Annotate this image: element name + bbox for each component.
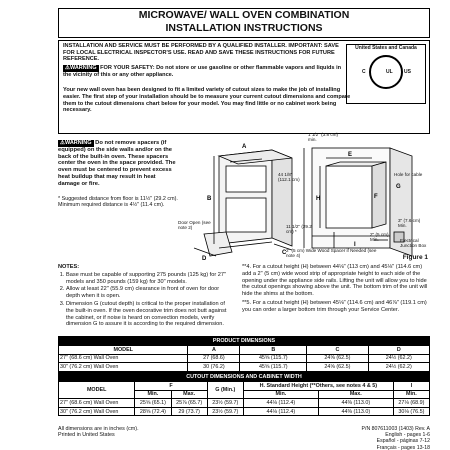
dim-label-f: F [374, 194, 378, 200]
column-header: MODEL [59, 382, 135, 399]
dim-label-b: B [207, 196, 212, 202]
dim-a-label: 1 1/2" (3.8 cm) min. [308, 132, 338, 143]
table-caption: PRODUCT DIMENSIONS [59, 337, 430, 346]
table-row: 27" (68.6 cm) Wall Oven 25⅝ (65.1) 25⅞ (65.7) 23½ (59.7) 44⅛ (112.4) 44⅜ (113.0) 27⅛ (68.9) [59, 399, 430, 408]
dim-label-e: E [348, 152, 353, 158]
dim-label-i: I [354, 242, 356, 248]
column-header: C [307, 346, 368, 355]
footer-part-number: P/N 807611003 (1403) Rev. A English - pages 1-6 Español - páginas 7-12 Français - pages 13-18 [361, 426, 430, 450]
ul-region: United States and Canada [355, 45, 417, 51]
title-line-1: MICROWAVE/ WALL OVEN COMBINATION [138, 9, 350, 21]
oven-cabinet-drawing [174, 128, 430, 263]
side-notes [242, 264, 430, 316]
warning-box [58, 40, 430, 134]
note-item: **4. For a cutout height (H) between 44⅛" (113 cm) and 45⅛" (114.6 cm) add a 2" (5 cm) wide wood strip of appropriate height to each side of the opening under the appliance side rails. Lifting the unit will allow you to hide the cutout openings showing above the unit. The bottom trim of the unit will hide the shims at the bottom. [242, 264, 428, 298]
hole-cable-label: Hole for cable [394, 172, 423, 177]
ul-us-mark: US [404, 69, 411, 75]
column-header: A [188, 346, 240, 355]
dim-label-h: H [316, 196, 321, 202]
spacer-label: 2" (5 cm) Wide Wood Spacer if Needed (see note 4) [286, 248, 377, 259]
door-open-label: Door Open (see note 2) [178, 220, 211, 231]
dim-label-c: C [282, 250, 287, 256]
table-row: 27" (68.6 cm) Wall Oven 27 (68.6) 45⅝ (115.7) 24⅝ (62.5) 24½ (62.2) [59, 354, 430, 363]
cutout-dimensions-table [58, 372, 430, 416]
footer-note: All dimensions are in inches (cm). Printed in United States [58, 426, 139, 439]
column-header: G (Min.) [207, 382, 243, 399]
dim-e-label: 2" (5 cm) Min. [370, 232, 389, 243]
header-warning: INSTALLATION AND SERVICE MUST BE PERFORMED BY A QUALIFIED INSTALLER. IMPORTANT: SAVE FOR LOCAL ELECTRICAL INSPECTOR'S USE. READ AND SAVE THESE INSTRUCTIONS FOR FUTURE REFERENCE. [63, 43, 339, 63]
note-item: 3. Dimension G (cutout depth) is critical to the proper installation of the built-in oven. If the oven decorative trim does not butt against the cabinet, or if noise is heard on convection models, verify dimension G to assure it is according to the required dimension. [66, 301, 233, 328]
note-item: **5. For a cutout height (H) between 45⅛" (114.6 cm) and 46⅞" (119.1 cm) you can order a larger bottom trim through your Service Center. [242, 299, 427, 313]
table-caption: CUTOUT DIMENSIONS AND CABINET WIDTH [59, 373, 430, 382]
dim-d-label: 3" (7.6 cm) Min. [398, 218, 421, 229]
column-header: Min. [243, 390, 318, 399]
note-item: 2. Allow at least 22" (55.9 cm) clearance in front of oven for door depth when it is open. [66, 286, 233, 300]
column-header: H. Standard Height (**Others, see notes 4 & 5) [243, 382, 393, 391]
installation-diagram [174, 128, 430, 263]
ul-mark: UL [386, 69, 393, 75]
figure-label: Figure 1 [402, 254, 428, 261]
column-header: Min. [135, 390, 171, 399]
column-header: I [393, 382, 429, 391]
safety-warning [63, 65, 348, 78]
column-header: Min. [393, 390, 429, 399]
distance-note: * Suggested distance from floor is 11½" (29.2 cm). Minimum required distance is 4½" (11.4 cm). [58, 195, 178, 209]
product-dimensions-table [58, 336, 430, 372]
junction-box-label: Electrical Junction Box [400, 238, 427, 249]
dim-label-d: D [202, 256, 207, 262]
title-line-2: INSTALLATION INSTRUCTIONS [165, 22, 323, 34]
spacers-warning [58, 140, 178, 188]
document-title [58, 8, 430, 38]
column-header: F [135, 382, 207, 391]
column-header: B [240, 346, 307, 355]
dim-label-a: A [242, 144, 247, 150]
ul-logo-icon [362, 55, 411, 89]
warning-badge: ⚠WARNING [65, 65, 97, 71]
spacers-text: Do not remove spacers (if equipped) on the side walls and/or on the back of the built-in oven. These spacers center the oven in the space provided. The oven must be centered to prevent excess heat buildup that may result in heat damage or fire. [58, 140, 176, 187]
safety-text: FOR YOUR SAFETY: Do not store or use gasoline or other flammable vapors and liquids in the vicinity of this or any other appliance. [63, 65, 342, 78]
dim-label-g: G [396, 184, 401, 190]
dim-c-label: 11 1/2" (29.2 cm) * [286, 224, 312, 235]
column-header: D [368, 346, 429, 355]
ul-certification [346, 44, 426, 104]
notes-heading: NOTES: [58, 264, 80, 270]
ul-c-mark: C [362, 69, 366, 75]
intro-paragraph: Your new wall oven has been designed to fit a limited variety of cutout sizes to make the job of installing easier. The first step of your installation should be to measure your current cutout dimensions and compare them to the cutout dimensions chart below for your model. You may find little or no cabinet work being necessary. [63, 87, 351, 114]
warning-badge: ⚠WARNING [60, 140, 92, 146]
column-header: Max. [318, 390, 393, 399]
column-header: MODEL [59, 346, 188, 355]
table-row: 30" (76.2 cm) Wall Oven 30 (76.2) 45⅝ (115.7) 24⅝ (62.5) 24½ (62.2) [59, 363, 430, 372]
spacers-column [58, 140, 178, 209]
instruction-page [24, 8, 430, 450]
notes-section [58, 264, 233, 329]
column-header: Max. [171, 390, 207, 399]
table-row: 30" (76.2 cm) Wall Oven 28⅝ (72.4) 29 (73.7) 23½ (59.7) 44⅛ (112.4) 44⅜ (113.0) 30⅛ (76.5) [59, 407, 430, 416]
dim-b-label: 44 1/8" (112.1 cm) [278, 172, 300, 183]
note-item: 1. Base must be capable of supporting 275 pounds (125 kg) for 27" models and 350 pounds (159 kg) for 30" models. [66, 272, 233, 286]
